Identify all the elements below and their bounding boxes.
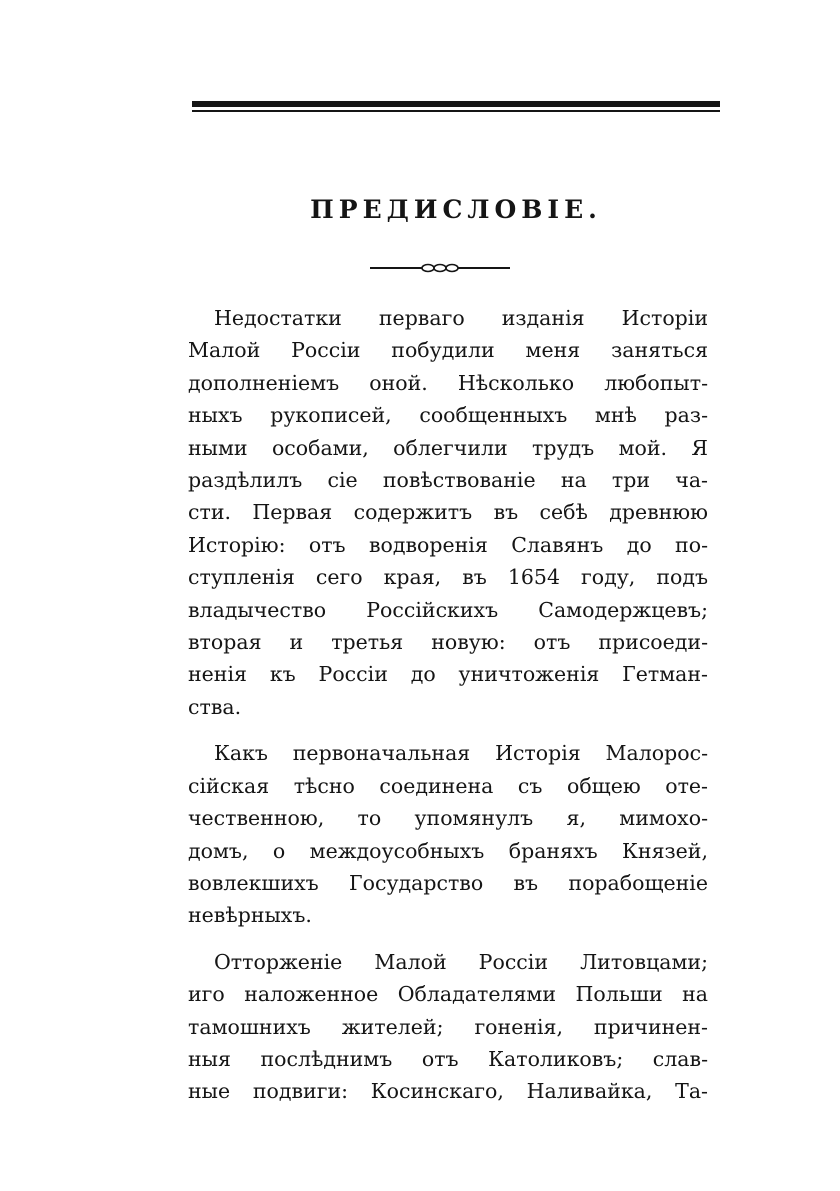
text-line: ные подвиги: Косинскаго, Наливайка, Та-	[188, 1079, 708, 1104]
text-line: домъ, о междоусобныхъ браняхъ Князей,	[188, 838, 708, 863]
text-line: Исторію: отъ водворенія Славянъ до по-	[188, 532, 708, 557]
text-line: ненія къ Россіи до уничтоженія Гетман-	[188, 662, 708, 687]
paragraph-1	[188, 302, 708, 723]
paragraph-3	[188, 946, 708, 1108]
ornament-divider-icon	[370, 258, 510, 278]
text-line: тамошнихъ жителей; гоненія, причинен-	[188, 1014, 708, 1039]
header-rule	[192, 101, 720, 117]
text-line: Недостатки перваго изданія Исторіи	[214, 306, 708, 330]
text-line: иго наложенное Обладателями Польши на	[188, 982, 708, 1007]
text-line: ныхъ рукописей, сообщенныхъ мнѣ раз-	[188, 403, 708, 428]
header-rule-thin	[192, 110, 720, 112]
text-line: сійская тѣсно соединена съ общею оте-	[188, 773, 708, 798]
text-line: ступленія сего края, въ 1654 году, подъ	[188, 565, 708, 590]
paragraph-2	[188, 737, 708, 931]
text-line: Какъ первоначальная Исторія Малорос-	[214, 741, 708, 766]
text-line: вовлекшихъ Государство въ порабощеніе	[188, 870, 708, 895]
text-line: ныя послѣднимъ отъ Католиковъ; слав-	[188, 1046, 708, 1071]
text-line: невѣрныхъ.	[188, 903, 312, 928]
text-line: Малой Россіи побудили меня заняться	[188, 338, 708, 363]
text-line: чественною, то упомянулъ я, мимохо-	[188, 806, 708, 831]
text-line: дополненіемъ оной. Нѣсколько любопыт-	[188, 370, 708, 395]
preface-body	[188, 302, 708, 1122]
text-line: ства.	[188, 694, 242, 719]
text-line: раздѣлилъ сіе повѣствованіе на три ча-	[188, 468, 708, 493]
text-line: владычество Россійскихъ Самодержцевъ;	[188, 597, 708, 622]
text-line: сти. Первая содержитъ въ себѣ древнюю	[188, 500, 708, 525]
text-line: Отторженіе Малой Россіи Литовцами;	[214, 949, 708, 974]
header-rule-thick	[192, 101, 720, 107]
text-line: вторая и третья новую: отъ присоеди-	[188, 630, 708, 655]
page-title: ПРЕДИСЛОВІЕ.	[310, 195, 602, 224]
text-line: ными особами, облегчили трудъ мой. Я	[188, 435, 708, 460]
